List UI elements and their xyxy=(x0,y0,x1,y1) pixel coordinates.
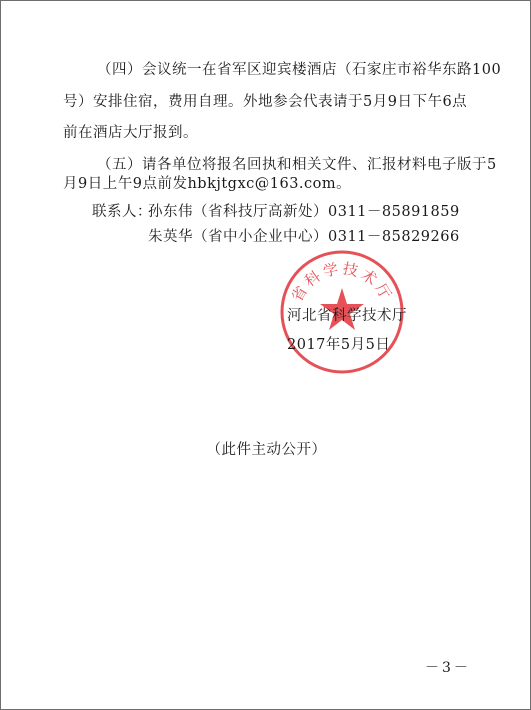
paragraph-4-line-1: （四）会议统一在省军区迎宾楼酒店（石家庄市裕华东路100 xyxy=(97,62,502,78)
contacts-label: 联系人： xyxy=(92,204,152,220)
paragraph-5-line-2: 月9日上午9点前发hbkjtgxc@163.com。 xyxy=(63,176,352,192)
contact-person-1: 孙东伟（省科技厅高新处）0311－85891859 xyxy=(148,204,460,220)
paragraph-5-line-1: （五）请各单位将报名回执和相关文件、汇报材料电子版于5 xyxy=(97,157,497,173)
signature-org: 河北省科学技术厅 xyxy=(287,308,407,324)
page-number: －3－ xyxy=(425,660,471,676)
svg-text:省科学技术厅: 省科学技术厅 xyxy=(287,259,397,305)
paragraph-4-line-3: 前在酒店大厅报到。 xyxy=(63,125,198,141)
contact-person-2: 朱英华（省中小企业中心）0311－85829266 xyxy=(148,229,460,245)
paragraph-4-line-2: 号）安排住宿，费用自理。外地参会代表请于5月9日下午6点 xyxy=(63,94,468,110)
public-disclosure-note: （此件主动公开） xyxy=(206,442,327,458)
signature-date: 2017年5月5日 xyxy=(287,337,391,353)
